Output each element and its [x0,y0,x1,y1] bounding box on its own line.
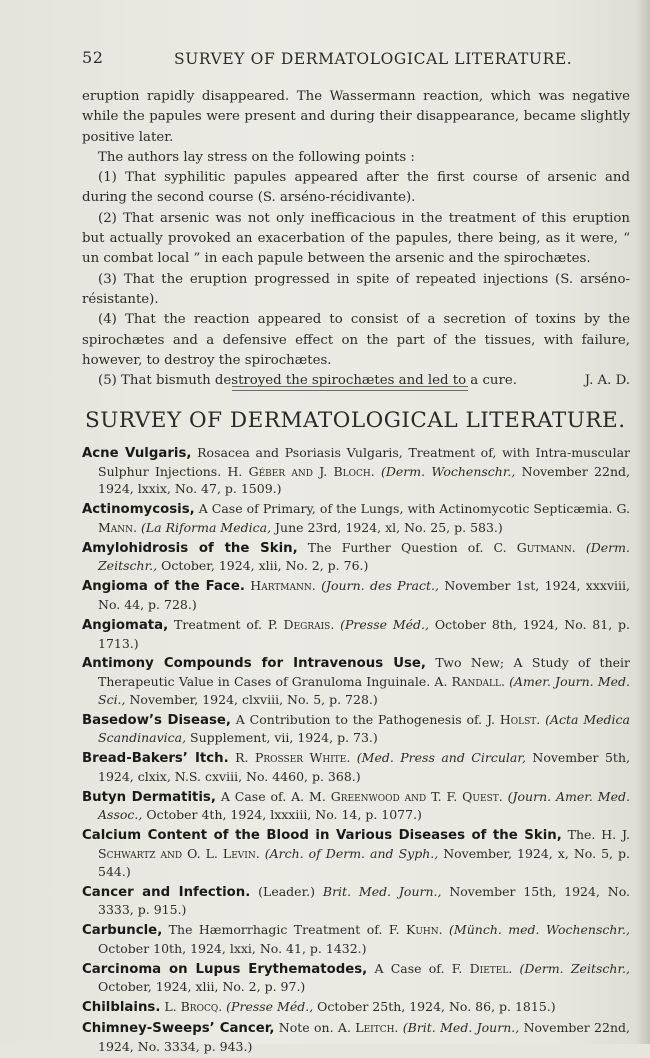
entry-reference: October 10th, 1924, lxxi, No. 41, p. 1432.) [98,940,367,956]
entry-description: The Hæmorrhagic Treatment of. [162,922,383,938]
entry-reference: November 22nd, 1924, No. 3334, p. 943.) [98,1020,630,1054]
entry-journal: (Münch. med. Wochenschr., [442,922,630,938]
entry-heading: Acne Vulgaris, [82,446,192,461]
entry-reference: November 5th, 1924, clxix, N.S. cxviii, No. 4460, p. 368.) [98,750,630,784]
entry-reference: November 22nd, 1924, lxxix, No. 47, p. 1509.) [98,463,630,497]
entry-authors: R. Prosser White. [228,750,351,766]
entry-heading: Calcium Content of the Blood in Various Diseases of the Skin, [82,828,562,844]
paragraph: (4) That the reaction appeared to consist of a secretion of toxins by the spirochætes and a defensive effect on the part of the tissues, with failure, however, to destroy the spirochætes. [82,312,630,368]
paragraph-text: (5) That bismuth destroyed the spirochætes and led to a cure. [98,373,517,389]
entry-reference: October, 1924, xlii, No. 2, p. 76.) [157,558,369,574]
bibliography-entry [82,960,630,996]
entry-journal: (Brit. Med. Journ., [398,1020,520,1036]
entry-journal: (Derm. Zeitschr., [98,539,630,574]
entry-authors: C. Gutmann. [483,539,576,555]
entry-description: The Further Question of. [297,539,484,555]
entry-heading: Angiomata, [82,617,169,633]
entry-journal: (Amer. Journ. Med. Sci., [98,674,630,707]
entry-journal: (Journ. des Pract., [315,578,439,594]
entry-heading: Cancer and Infection. [82,884,251,900]
entry-reference: Supplement, vii, 1924, p. 73.) [186,730,378,746]
entry-heading: Basedow’s Disease, [82,712,231,728]
paragraph: eruption rapidly disappeared. The Wassermann reaction, which was negative while the papules were present and during their disappearance, became slightly positive later. [82,89,630,145]
entry-heading: Amylohidrosis of the Skin, [82,540,298,556]
entry-description: Note on. [274,1020,334,1036]
entry-authors: F. Dietel. [444,960,513,976]
section-divider [232,386,468,391]
entry-journal: (Presse Méd., [334,616,429,632]
bibliography-entry [82,444,630,498]
bibliography-entry [82,921,630,957]
entry-heading: Antimony Compounds for Intravenous Use, [82,656,426,672]
entry-reference: October 8th, 1924, No. 81, p. 1713.) [98,616,630,651]
entry-heading: Bread-Bakers’ Itch. [82,751,229,767]
entry-heading: Angioma of the Face. [82,579,245,595]
bibliography-entry [82,577,630,613]
paragraph: (1) That syphilitic papules appeared after the first course of arsenic and during the second course (S. arséno-récidivante). [82,170,630,206]
entry-authors: L. Brocq. [160,999,223,1015]
entry-journal: (Acta Medica Scandinavica, [98,711,630,746]
bibliography-list [82,444,630,1058]
entry-journal: (Derm. Zeitschr., [512,960,630,976]
entry-journal: (Med. Press and Circular, [350,750,526,766]
bibliography-entry [82,998,630,1017]
bibliography-entry [82,788,630,824]
bibliography-entry [82,616,630,652]
page-number: 52 [82,48,104,67]
author-initials: J. A. D. [584,373,630,389]
entry-journal: (Presse Méd., [222,999,314,1015]
entry-heading: Chimney-Sweeps’ Cancer, [82,1021,275,1037]
entry-authors: A. Randall. [430,674,505,690]
entry-authors: F. Kuhn. [382,922,443,938]
entry-reference: October 4th, 1924, lxxxiii, No. 14, p. 1077.) [142,807,422,823]
bibliography-entry [82,654,630,708]
entry-journal: (Arch. of Derm. and Syph., [259,845,439,861]
bibliography-entry [82,883,630,919]
entry-authors: H. Géber and J. Bloch. [221,463,375,479]
entry-heading: Carcinoma on Lupus Erythematodes, [82,961,368,977]
entry-journal: (La Riforma Medica, [137,519,272,535]
entry-description: (Leader.) [250,883,316,899]
running-title: SURVEY OF DERMATOLOGICAL LITERATURE. [174,50,573,68]
section-title: SURVEY OF DERMATOLOGICAL LITERATURE. [85,408,626,433]
entry-description: The. [561,827,596,843]
entry-journal: (Journ. Amer. Med. Assoc., [98,788,630,823]
entry-reference: November 15th, 1924, No. 3333, p. 915.) [98,883,630,918]
entry-authors: J. Holst. [482,711,541,727]
entry-reference: October 25th, 1924, No. 86, p. 1815.) [313,999,556,1015]
entry-authors: A. Leitch. [333,1020,399,1036]
entry-description: Two New; A Study of their Therapeutic Value in Cases of Granuloma Inguinale. [98,655,631,690]
entry-description: A Case of. [367,960,445,976]
article-continuation [82,87,630,391]
entry-heading: Chilblains. [82,1000,161,1016]
entry-description: A Case of. [215,788,287,804]
paragraph: (2) That arsenic was not only inefficacious in the treatment of this eruption but actually provoked an exacerbation of the papules, there being, as it were, “ un combat local ” in each papule between the arsenic and the spirochætes. [82,210,630,267]
paragraph: (3) That the eruption progressed in spite of repeated injections (S. arséno-résistante). [82,271,630,307]
bibliography-entry [82,500,630,536]
entry-heading: Butyn Dermatitis, [82,789,216,805]
entry-authors: Hartmann. [244,578,316,594]
bibliography-entry [82,749,630,785]
entry-reference: June 23rd, 1924, xl, No. 25, p. 583.) [271,519,503,535]
entry-reference: October, 1924, xlii, No. 2, p. 97.) [98,979,306,995]
paragraph: The authors lay stress on the following points : [98,149,415,165]
entry-heading: Actinomycosis, [82,502,195,518]
entry-heading: Carbuncle, [82,923,163,939]
bibliography-entry [82,1019,630,1055]
entry-description: Rosacea and Psoriasis Vulgaris, Treatment of, with Intra-muscular Sulphur Injections. [98,445,630,479]
page-edge-shadow [636,0,650,1044]
entry-description: A Contribution to the Pathogenesis of. [230,711,483,727]
entry-authors: A. M. Greenwood and T. F. Quest. [286,788,503,804]
entry-journal: Brit. Med. Journ., [315,883,442,899]
entry-description: Treatment of. [168,616,263,632]
entry-journal: (Derm. Wochenschr., [374,463,516,479]
bibliography-entry [82,539,630,575]
entry-authors: H. J. Schwartz and O. L. Levin. [98,827,631,861]
entry-authors: P. Degrais. [262,616,335,632]
bibliography-entry [82,711,630,747]
entry-reference: November, 1924, x, No. 5, p. 544.) [98,845,630,879]
entry-authors: G. Mann. [98,501,630,535]
entry-reference: November 1st, 1924, xxxviii, No. 44, p. 728.) [98,578,630,612]
entry-reference: November, 1924, clxviii, No. 5, p. 728.) [125,691,378,707]
bibliography-entry [82,826,630,880]
entry-description: A Case of Primary, of the Lungs, with Actinomycotic Septicæmia. [194,501,613,517]
